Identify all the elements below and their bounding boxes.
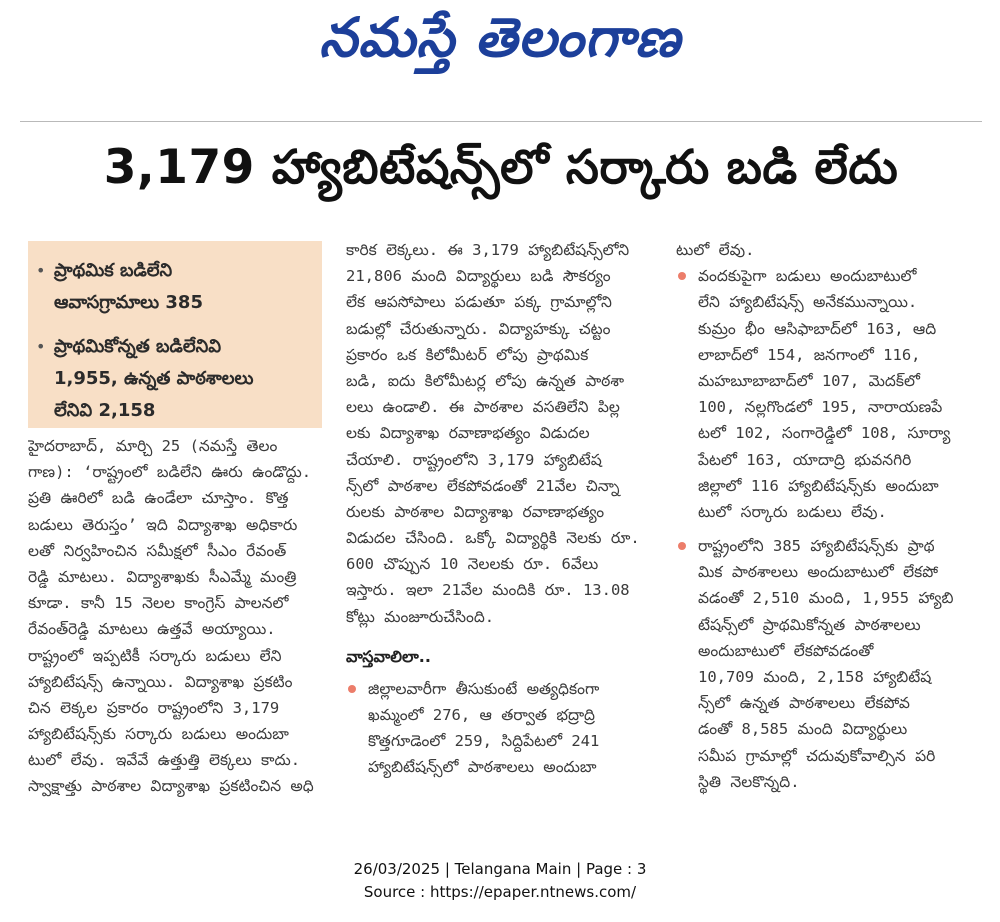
- text-line-content: జిల్లాలవారీగా తీసుకుంటే అత్యధికంగా: [368, 679, 600, 698]
- text-line-content: మహబూబాబాద్‌లో 107, మెదక్‌లో: [698, 371, 920, 390]
- highlight-box: [28, 241, 322, 428]
- text-line-content: 21,806 మంది విద్యార్థులు బడి సౌకర్యం: [346, 267, 611, 286]
- text-line: [676, 394, 982, 420]
- text-line: [346, 499, 658, 525]
- text-line: [676, 638, 982, 664]
- text-line: [346, 342, 658, 368]
- text-line-content: కుమ్రం భీం ఆసిఫాబాద్‌లో 163, ఆది: [698, 319, 937, 338]
- text-line-content: చిన లెక్కల ప్రకారం రాష్ట్రంలోని 3,179: [28, 698, 280, 717]
- text-line: [346, 237, 658, 263]
- text-line: [28, 695, 328, 721]
- text-line-content: వడంతో 2,510 మంది, 1,955 హ్యాబి: [698, 589, 954, 608]
- footer-date-page: 26/03/2025 | Telangana Main | Page : 3: [353, 860, 647, 878]
- text-line: [676, 289, 982, 315]
- section-subhead: వాస్తవాలిలా..: [346, 646, 431, 666]
- text-line-content: అందుబాటులో లేకపోవడంతో: [698, 641, 874, 660]
- text-line: [346, 551, 658, 577]
- text-line: [676, 499, 982, 525]
- text-line-content: లకు విద్యాశాఖ రవాణాభత్యం విడుదల: [346, 424, 590, 443]
- bullet-icon: [348, 685, 356, 693]
- highlight-line: ఆవాసగ్రామాలు 385: [54, 292, 203, 313]
- text-line: [346, 577, 658, 603]
- text-line: [676, 263, 982, 289]
- bullet-icon: [678, 272, 686, 280]
- highlight-item: [36, 331, 316, 427]
- text-line-content: విడుదల చేసింది. ఒక్కో విద్యార్థికి నెలకు రూ.: [346, 529, 640, 548]
- text-line-content: టులో లేవు. ఇవేవే ఉత్తుత్తి లెక్కలు కాదు.: [28, 751, 301, 770]
- highlight-item: [36, 255, 316, 319]
- text-line: [28, 773, 328, 799]
- text-line-content: హ్యాబిటేషన్స్ ఉన్నాయి. విద్యాశాఖ ప్రకటిం: [28, 672, 293, 691]
- highlight-line: ప్రాథమికోన్నత బడిలేనివి: [54, 336, 222, 357]
- text-line: [346, 604, 658, 630]
- footer-source: Source : https://epaper.ntnews.com/: [363, 883, 637, 901]
- text-line-content: కారిక లెక్కలు. ఈ 3,179 హ్యాబిటేషన్స్‌లోని: [346, 241, 630, 259]
- text-line-content: 10,709 మంది, 2,158 హ్యాబిటేష: [698, 668, 932, 686]
- text-line-content: ప్రకారం ఒక కిలోమీటర్ లోపు ప్రాథమిక: [346, 345, 589, 364]
- text-line-content: వందకుపైగా బడులు అందుబాటులో: [698, 267, 917, 286]
- text-line: [676, 420, 982, 446]
- text-line-content: రులకు పాఠశాల విద్యాశాఖ రవాణాభత్యం: [346, 502, 605, 521]
- text-line: [28, 747, 328, 773]
- text-line: [28, 616, 328, 642]
- text-line-content: డంతో 8,585 మంది విద్యార్థులు: [698, 720, 908, 739]
- text-line: [28, 669, 328, 695]
- text-line: [28, 538, 328, 564]
- highlight-line: 1,955, ఉన్నత పాఠశాలలు: [54, 368, 254, 389]
- text-line-content: స్థితి నెలకొన్నది.: [698, 772, 800, 791]
- text-line-content: గాణ): ‘రాష్ట్రంలో బడిలేని ఊరు ఉండొద్దు.: [28, 463, 312, 482]
- highlight-line: లేనివి 2,158: [54, 400, 156, 421]
- text-line: [676, 690, 982, 716]
- text-line-content: కొత్తగూడెంలో 259, సిద్దిపేటలో 241: [368, 732, 600, 751]
- text-line-content: లేని హ్యాబిటేషన్స్ అనేకమున్నాయి.: [698, 293, 918, 312]
- text-line: [676, 664, 982, 690]
- text-line-content: హ్యాబిటేషన్స్‌కు సర్కారు బడులు అందుబా: [28, 725, 289, 744]
- text-line: [676, 743, 982, 769]
- text-line-content: లేక ఆపసోపాలు పడుతూ పక్క గ్రామాల్లోని: [346, 293, 612, 312]
- text-line: [346, 289, 658, 315]
- text-line-content: చేయాలి. రాష్ట్రంలోని 3,179 హ్యాబిటేష: [346, 450, 602, 469]
- text-line: [676, 533, 982, 559]
- text-line: [676, 447, 982, 473]
- text-line: [676, 769, 982, 795]
- text-line-content: లలు ఉండాలి. ఈ పాఠశాల వసతిలేని పిల్ల: [346, 398, 620, 417]
- text-line: [676, 716, 982, 742]
- text-line-content: రాష్ట్రంలోని 385 హ్యాబిటేషన్స్‌కు ప్రాథ: [698, 537, 935, 556]
- text-line: [676, 368, 982, 394]
- highlight-text: [54, 331, 254, 427]
- text-line: [346, 754, 658, 780]
- highlight-line: ప్రాథమిక బడిలేని: [54, 260, 173, 281]
- text-line: [346, 676, 658, 702]
- text-line: [346, 728, 658, 754]
- text-line: [28, 643, 328, 669]
- text-line-content: ప్రతి ఊరిలో బడి ఉండేలా చూస్తాం. కొత్త: [28, 489, 289, 508]
- text-line: [676, 473, 982, 499]
- text-line: [28, 564, 328, 590]
- text-line: [28, 485, 328, 511]
- text-line-content: హ్యాబిటేషన్స్‌లో పాఠశాలలు అందుబా: [368, 758, 597, 777]
- text-line-content: మిక పాఠశాలలు అందుబాటులో లేకపో: [698, 563, 938, 582]
- text-line-content: హైదరాబాద్, మార్చి 25 (నమస్తే తెలం: [28, 437, 278, 455]
- newspaper-masthead: [0, 0, 1000, 88]
- text-line: [676, 612, 982, 638]
- text-line-content: బడి, ఐదు కిలోమీటర్ల లోపు ఉన్నత పాఠశా: [346, 371, 625, 390]
- text-line-content: ఇస్తారు. ఇలా 21వేల మందికి రూ. 13.08: [346, 581, 630, 600]
- bullet-icon: •: [36, 261, 46, 280]
- text-line-content: న్స్‌లో ఉన్నత పాఠశాలలు లేకపోవ: [698, 694, 910, 713]
- text-line-content: రేవంత్‌రెడ్డి మాటలు ఉత్తవే అయ్యాయి.: [28, 620, 276, 639]
- text-line: [676, 237, 982, 263]
- text-line: [676, 316, 982, 342]
- text-line-content: బడుల్లో చేరుతున్నారు. విద్యాహక్కు చట్టం: [346, 319, 611, 338]
- text-line-content: లతో నిర్వహించిన సమీక్షలో సీఎం రేవంత్: [28, 541, 287, 560]
- text-line-content: టులో సర్కారు బడులు లేవు.: [698, 502, 887, 521]
- text-line: [676, 342, 982, 368]
- text-line-content: జిల్లాలో 116 హ్యాబిటేషన్స్‌కు అందుబా: [698, 476, 939, 495]
- spacer: [676, 525, 982, 533]
- text-line: [346, 368, 658, 394]
- text-line-content: 100, నల్లగొండలో 195, నారాయణపే: [698, 398, 943, 417]
- text-line-content: లాబాద్‌లో 154, జనగాంలో 116,: [698, 345, 921, 364]
- highlight-text: [54, 255, 203, 319]
- text-line-content: కోట్లు మంజూరుచేసింది.: [346, 607, 495, 626]
- text-line: [346, 447, 658, 473]
- text-line: [346, 473, 658, 499]
- text-line: [346, 316, 658, 342]
- text-line-content: టేషన్స్‌లో ప్రాథమికోన్నత పాఠశాలలు: [698, 615, 921, 634]
- text-line-content: పేటలో 163, యాదాద్రి భువనగిరి: [698, 450, 912, 469]
- text-line: [28, 721, 328, 747]
- text-line-content: న్స్‌లో పాఠశాల లేకపోవడంతో 21వేల చిన్నా: [346, 476, 620, 495]
- article-column-1: [28, 433, 328, 800]
- text-line: [28, 590, 328, 616]
- bullet-icon: [678, 542, 686, 550]
- text-line: [346, 525, 658, 551]
- masthead-divider: [20, 121, 982, 122]
- text-line: [346, 420, 658, 446]
- text-line: [28, 459, 328, 485]
- text-line-content: బడులు తెరుస్తం’ ఇది విద్యాశాఖ అధికారు: [28, 515, 298, 534]
- bullet-icon: •: [36, 337, 46, 356]
- text-line-content: రెడ్డి మాటలు. విద్యాశాఖకు సీఎమ్మే మంత్రి: [28, 567, 297, 586]
- text-line-content: రాష్ట్రంలో ఇప్పటికీ సర్కారు బడులు లేని: [28, 646, 282, 665]
- article-column-2: [346, 237, 658, 781]
- text-line-content: టలో 102, సంగారెడ్డిలో 108, సూర్యా: [698, 424, 951, 443]
- text-line: [676, 585, 982, 611]
- article-column-3: [676, 237, 982, 795]
- text-line-content: స్వాక్షాత్తు పాఠశాల విద్యాశాఖ ప్రకటించిన అధి: [28, 777, 314, 796]
- text-line: [346, 702, 658, 728]
- text-line-content: ఖమ్మంలో 276, ఆ తర్వాత భద్రాద్రి: [368, 706, 596, 724]
- text-line-content: 600 చొప్పున 10 నెలలకు రూ. 6వేలు: [346, 555, 599, 574]
- text-line: [28, 512, 328, 538]
- text-line: [676, 559, 982, 585]
- article-headline: 3,179 హ్యాబిటేషన్స్‌లో సర్కారు బడి లేదు: [103, 140, 899, 195]
- text-line: [346, 263, 658, 289]
- text-line: [346, 394, 658, 420]
- text-line-content: సమీప గ్రామాల్లో చదువుకోవాల్సిన పరి: [698, 746, 936, 765]
- masthead-title: నమస్తే తెలంగాణ: [319, 6, 681, 69]
- text-line-content: టులో లేవు.: [676, 241, 755, 259]
- text-line: [28, 433, 328, 459]
- text-line-content: కూడా. కానీ 15 నెలల కాంగ్రెస్ పాలనలో: [28, 594, 289, 613]
